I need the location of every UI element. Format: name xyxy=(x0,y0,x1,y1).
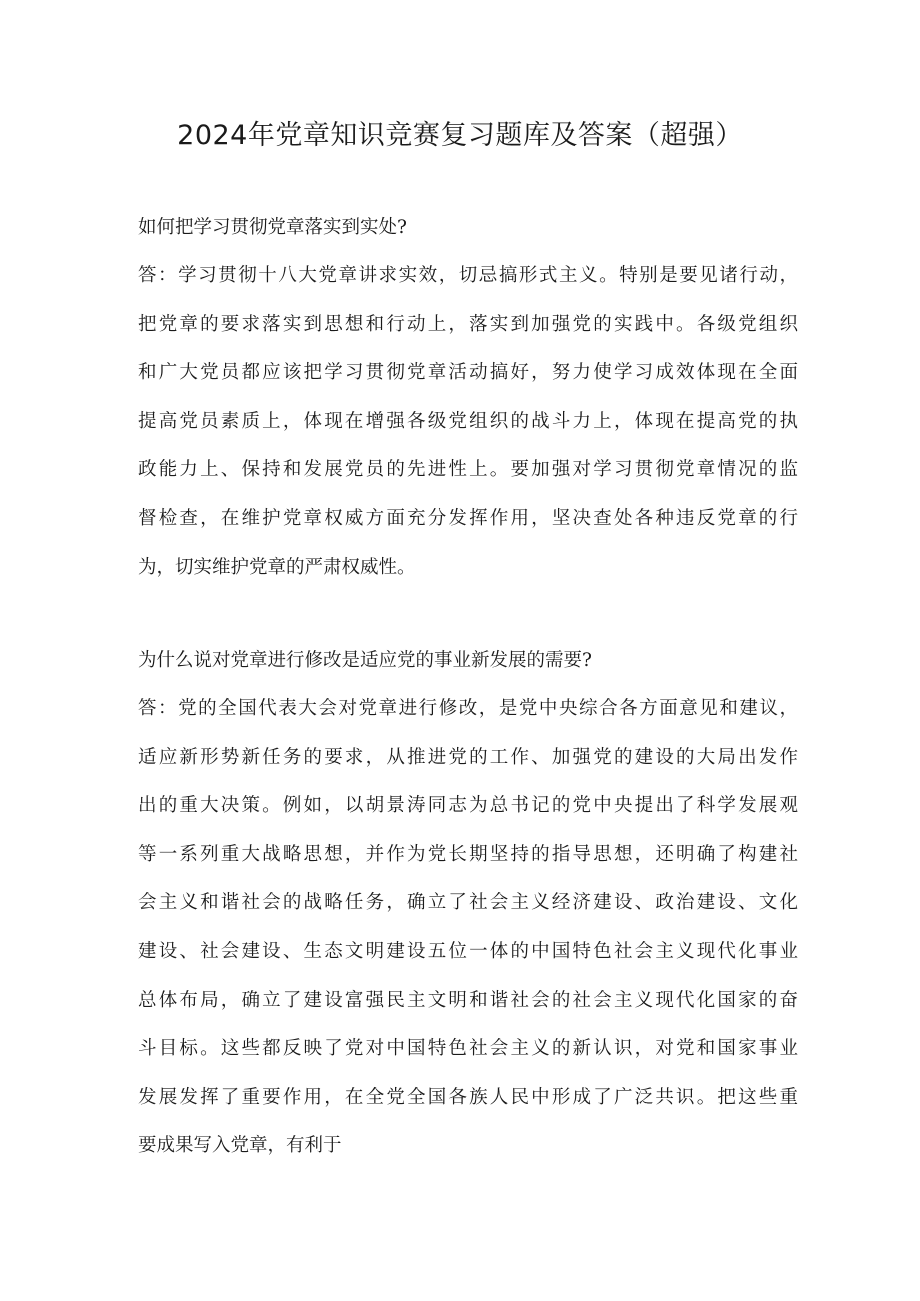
document-title: 2024年党章知识竞赛复习题库及答案（超强） xyxy=(177,120,743,151)
answer-1-line: 为，切实维护党章的严肃权威性。 xyxy=(138,556,416,578)
answer-2-line: 要成果写入党章，有利于 xyxy=(138,1135,342,1157)
answer-1-line: 提高党员素质上，体现在增强各级党组织的战斗力上，体现在提高党的执 xyxy=(138,410,798,432)
answer-2-line: 建设、社会建设、生态文明建设五位一体的中国特色社会主义现代化事业 xyxy=(138,940,798,962)
answer-1-line: 把党章的要求落实到思想和行动上，落实到加强党的实践中。各级党组织 xyxy=(138,313,798,335)
answer-2-line: 总体布局，确立了建设富强民主文明和谐社会的社会主义现代化国家的奋 xyxy=(138,989,798,1011)
answer-2-line: 等一系列重大战略思想，并作为党长期坚持的指导思想，还明确了构建社 xyxy=(138,843,798,865)
answer-2-line: 出的重大决策。例如，以胡景涛同志为总书记的党中央提出了科学发展观 xyxy=(138,795,798,817)
answer-2 xyxy=(138,685,798,1171)
question-2: 为什么说对党章进行修改是适应党的事业新发展的需要? xyxy=(138,650,592,671)
answer-2-line: 答：党的全国代表大会对党章进行修改，是党中央综合各方面意见和建议， xyxy=(138,698,798,719)
qa-section-1 xyxy=(138,204,798,592)
question-1: 如何把学习贯彻党章落实到实处? xyxy=(138,217,407,238)
answer-1-line: 答：学习贯彻十八大党章讲求实效，切忌搞形式主义。特别是要见诸行动， xyxy=(138,265,798,286)
answer-1 xyxy=(138,252,798,592)
answer-1-line: 和广大党员都应该把学习贯彻党章活动搞好，努力使学习成效体现在全面 xyxy=(138,362,798,384)
answer-2-line: 发展发挥了重要作用，在全党全国各族人民中形成了广泛共识。把这些重 xyxy=(138,1086,798,1108)
answer-2-line: 适应新形势新任务的要求，从推进党的工作、加强党的建设的大局出发作 xyxy=(138,746,798,768)
qa-section-2 xyxy=(138,637,798,1171)
answer-2-line: 斗目标。这些都反映了党对中国特色社会主义的新认识，对党和国家事业 xyxy=(138,1038,798,1060)
answer-1-line: 政能力上、保持和发展党员的先进性上。要加强对学习贯彻党章情况的监 xyxy=(138,459,798,481)
answer-2-line: 会主义和谐社会的战略任务，确立了社会主义经济建设、政治建设、文化 xyxy=(138,892,798,914)
answer-1-line: 督检查，在维护党章权威方面充分发挥作用，坚决查处各种违反党章的行 xyxy=(138,507,798,529)
